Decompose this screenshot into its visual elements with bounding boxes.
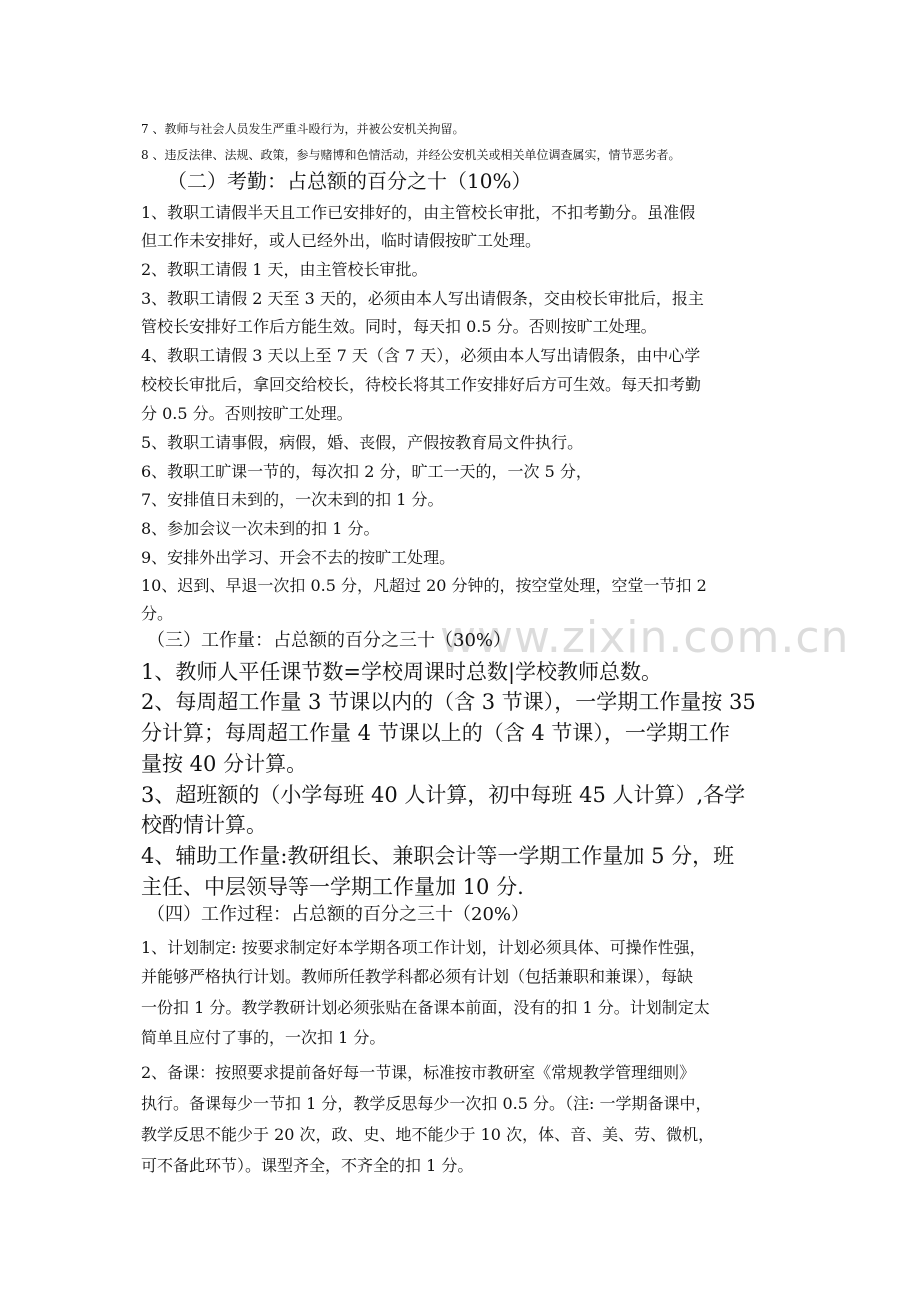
text-line: 管校长安排好工作后方能生效。同时，每天扣 0.5 分。否则按旷工处理。 [141, 317, 657, 336]
text-line: 分 0.5 分。否则按旷工处理。 [141, 404, 353, 423]
text-line: 4、教职工请假 3 天以上至 7 天（含 7 天），必须由本人写出请假条，由中心学 [141, 346, 701, 365]
watermark: www.zixin.com.cn [440, 612, 850, 663]
text-line: 教学反思不能少于 20 次，政、史、地不能少于 10 次，体、音、美、劳、微机， [141, 1125, 715, 1144]
text-line: 4、辅助工作量:教研组长、兼职会计等一学期工作量加 5 分，班 [141, 844, 735, 868]
text-line: 2、每周超工作量 3 节课以内的（含 3 节课），一学期工作量按 35 [141, 690, 756, 714]
text-line: 10、迟到、早退一次扣 0.5 分，凡超过 20 分钟的，按空堂处理，空堂一节扣 2 [141, 576, 707, 595]
text-line: 分。 [141, 604, 174, 623]
text-line: 简单且应付了事的，一次扣 1 分。 [141, 1028, 386, 1047]
text-line: 9、安排外出学习、开会不去的按旷工处理。 [141, 548, 456, 567]
text-line: 并能够严格执行计划。教师所任教学科都必须有计划（包括兼职和兼课），每缺 [141, 967, 694, 986]
section-heading: （四）工作过程：占总额的百分之三十（20%） [147, 904, 530, 925]
text-line: 3、超班额的（小学每班 40 人计算，初中每班 45 人计算）,各学 [141, 783, 746, 807]
text-line: 1、教师人平任课节数=学校周课时总数|学校教师总数。 [141, 660, 663, 684]
text-line: 2、教职工请假 1 天，由主管校长审批。 [141, 260, 428, 279]
text-line: 1、计划制定: 按要求制定好本学期各项工作计划，计划必须具体、可操作性强， [141, 938, 706, 957]
text-line: 7 、教师与社会人员发生严重斗殴行为，并被公安机关拘留。 [141, 122, 465, 136]
text-line: 但工作未安排好，或人已经外出，临时请假按旷工处理。 [141, 231, 542, 250]
text-line: 8、参加会议一次未到的扣 1 分。 [141, 519, 380, 538]
text-line: 2、备课：按照要求提前备好每一节课，标准按市教研室《常规教学管理细则》 [141, 1063, 696, 1082]
section-heading: （三）工作量：占总额的百分之三十（30%） [147, 630, 512, 651]
text-line: 8 、违反法律、法规、政策，参与赌博和色情活动，并经公安机关或相关单位调查属实，情节恶劣者。 [141, 148, 681, 162]
text-line: 一份扣 1 分。教学教研计划必须张贴在备课本前面，没有的扣 1 分。计划制定太 [141, 998, 710, 1017]
text-line: 5、教职工请事假，病假，婚、丧假，产假按教育局文件执行。 [141, 433, 584, 452]
text-line: 7、安排值日未到的，一次未到的扣 1 分。 [141, 490, 444, 509]
text-line: 3、教职工请假 2 天至 3 天的，必须由本人写出请假条，交由校长审批后，报主 [141, 289, 704, 308]
text-line: 校校长审批后，拿回交给校长，待校长将其工作安排好后方可生效。每天扣考勤 [141, 375, 702, 394]
text-line: 分计算；每周超工作量 4 节课以上的（含 4 节课），一学期工作 [141, 721, 730, 745]
text-line: 6、教职工旷课一节的，每次扣 2 分，旷工一天的，一次 5 分， [141, 462, 592, 481]
text-line: 量按 40 分计算。 [141, 752, 308, 776]
text-line: 校酌情计算。 [141, 813, 267, 837]
text-line: 可不备此环节）。课型齐全，不齐全的扣 1 分。 [141, 1156, 474, 1175]
text-line: 1、教职工请假半天且工作已安排好的，由主管校长审批，不扣考勤分。虽准假 [141, 203, 696, 222]
text-line: 执行。备课每少一节扣 1 分，教学反思每少一次扣 0.5 分。（注: 一学期备课中， [141, 1094, 712, 1113]
text-line: 主任、中层领导等一学期工作量加 10 分. [141, 875, 524, 899]
section-heading: （二）考勤：占总额的百分之十（10%） [167, 169, 532, 193]
